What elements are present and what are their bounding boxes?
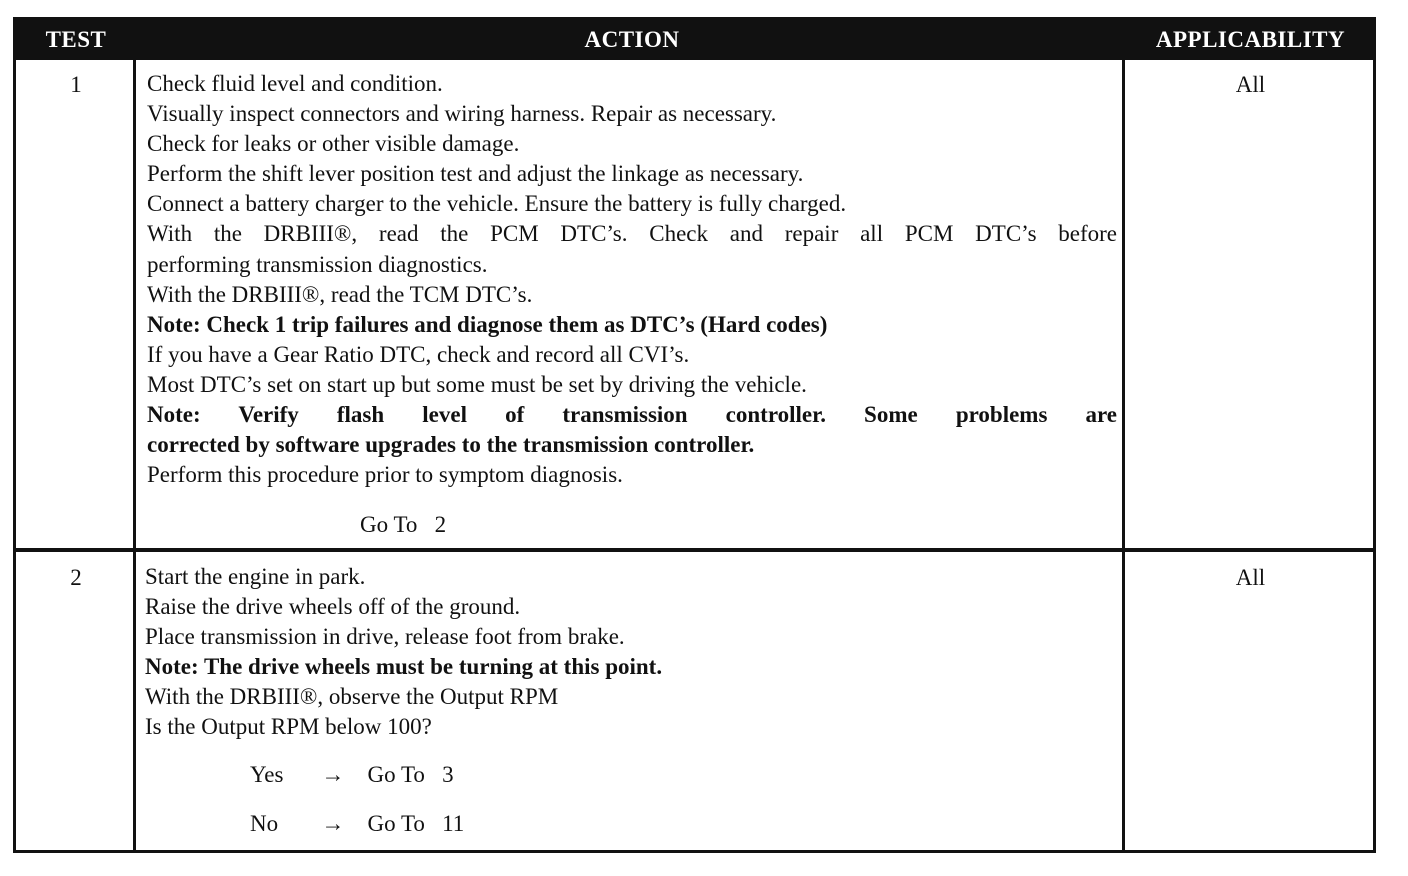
action-note: Note: The drive wheels must be turning at this point.: [145, 654, 663, 680]
test-number-2: 2: [70, 565, 82, 590]
action-line: With the DRBIII®, read the TCM DTC’s.: [147, 281, 533, 307]
action-line: With the DRBIII®, read the PCM DTC’s. Check and repair all PCM DTC’s before: [147, 221, 1117, 247]
action-cell-1: [147, 69, 1117, 490]
action-line: Visually inspect connectors and wiring harness. Repair as necessary.: [147, 101, 777, 127]
answer-label: Yes: [250, 762, 284, 787]
header-action: ACTION: [584, 27, 680, 52]
action-line: Perform the shift lever position test and adjust the linkage as necessary.: [147, 161, 804, 187]
action-line: Perform this procedure prior to symptom diagnosis.: [147, 462, 623, 488]
goto-target: 2: [434, 512, 447, 537]
action-line: Place transmission in drive, release foot from brake.: [145, 624, 625, 650]
arrow-right-icon: →: [321, 762, 345, 787]
action-line: Is the Output RPM below 100?: [145, 714, 432, 740]
arrow-right-icon: →: [321, 811, 345, 836]
action-line: performing transmission diagnostics.: [147, 251, 488, 277]
applicability-2: All: [1235, 565, 1266, 590]
answer-yes: [250, 762, 454, 788]
goto-instruction-1: [360, 512, 446, 538]
header-test: TEST: [45, 27, 107, 52]
action-line: Raise the drive wheels off of the ground.: [145, 594, 521, 620]
action-note: Note: Check 1 trip failures and diagnose them as DTC’s (Hard codes): [147, 311, 828, 337]
row-divider: [16, 548, 1373, 552]
action-line: If you have a Gear Ratio DTC, check and record all CVI’s.: [147, 341, 690, 367]
goto-target: 11: [442, 811, 465, 836]
test-number-1: 1: [70, 72, 82, 97]
goto-label: Go To: [367, 811, 425, 836]
action-line: Most DTC’s set on start up but some must be set by driving the vehicle.: [147, 371, 807, 397]
header-applicability: APPLICABILITY: [1155, 27, 1346, 52]
column-divider-test: [133, 20, 136, 850]
goto-label: Go To: [367, 762, 425, 787]
action-note: corrected by software upgrades to the transmission controller.: [147, 432, 755, 458]
action-cell-2: [145, 562, 1115, 743]
answer-no: [250, 811, 464, 837]
action-note: Note: Verify flash level of transmission controller. Some problems are: [147, 402, 1117, 428]
diagnostic-table: [13, 17, 1376, 853]
column-divider-applicability: [1122, 60, 1125, 850]
action-line: Check fluid level and condition.: [147, 71, 443, 96]
goto-label: Go To: [360, 512, 418, 537]
action-line: Start the engine in park.: [145, 564, 366, 589]
action-line: Check for leaks or other visible damage.: [147, 131, 520, 157]
answer-label: No: [250, 811, 279, 836]
action-line: With the DRBIII®, observe the Output RPM: [145, 684, 559, 710]
table-header: [16, 20, 1373, 60]
applicability-1: All: [1235, 72, 1266, 97]
action-line: Connect a battery charger to the vehicle. Ensure the battery is fully charged.: [147, 191, 847, 217]
goto-target: 3: [442, 762, 454, 787]
